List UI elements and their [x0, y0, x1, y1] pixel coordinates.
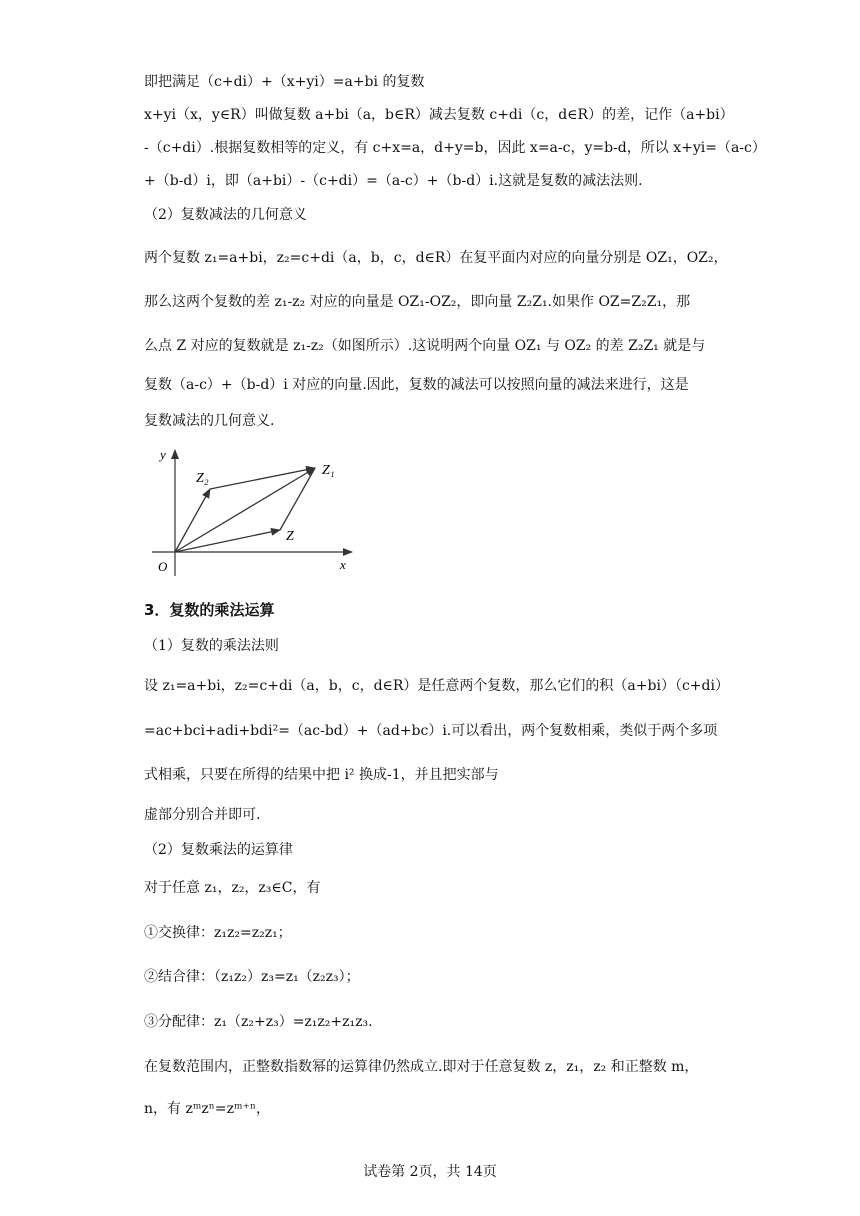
text-line-9: 复数（a-c）+（b-d）i 对应的向量.因此，复数的减法可以按照向量的减法来进行，这是 — [144, 377, 689, 393]
vector-subtraction-figure — [140, 442, 370, 587]
text-line-18: 对于任意 z₁，z₂，z₃∈C，有 — [144, 880, 321, 896]
text-line-15: 式相乘，只要在所得的结果中把 i² 换成-1，并且把实部与 — [144, 767, 499, 783]
origin-label: O — [158, 559, 168, 574]
z-label: Z — [286, 529, 294, 544]
text-line-6: 两个复数 z₁=a+bi，z₂=c+di（a，b，c，d∈R）在复平面内对应的向量分别是 OZ₁，OZ₂， — [144, 250, 728, 266]
text-line-4: +（b-d）i，即（a+bi）-（c+di）=（a-c）+（b-d）i.这就是复数的减法法则. — [144, 173, 643, 189]
text-line-1: 即把满足（c+di）+（x+yi）=a+bi 的复数 — [144, 74, 425, 90]
vector-z2z1 — [210, 468, 315, 489]
subheading-multiplication-rule: （1）复数的乘法法则 — [144, 638, 279, 654]
law-associative: ②结合律：（z₁z₂）z₃=z₁（z₂z₃）； — [144, 969, 360, 985]
vector-oz2 — [175, 489, 210, 552]
text-line-10: 复数减法的几何意义. — [144, 413, 275, 429]
text-line-23: n，有 zᵐzⁿ=zᵐ⁺ⁿ， — [144, 1101, 270, 1117]
subheading-subtraction-geometry: （2）复数减法的几何意义 — [144, 207, 307, 223]
text-line-2: x+yi（x，y∈R）叫做复数 a+bi（a，b∈R）减去复数 c+di（c，d∈R）的差，记作（a+bi） — [144, 107, 734, 123]
segment-z-z1 — [280, 468, 315, 530]
z2-label: Z₂ — [196, 471, 209, 486]
text-line-22: 在复数范围内，正整数指数幂的运算律仍然成立.即对于任意复数 z，z₁，z₂ 和正整数 m， — [144, 1059, 699, 1075]
x-axis-label: x — [340, 557, 346, 572]
z1-label: Z₁ — [322, 463, 335, 478]
text-line-13: 设 z₁=a+bi，z₂=c+di（a，b，c，d∈R）是任意两个复数，那么它们的积（a+bi）（c+di） — [144, 678, 729, 694]
text-line-8: 么点 Z 对应的复数就是 z₁-z₂（如图所示）.这说明两个向量 OZ₁ 与 OZ₂ 的差 Z₂Z₁ 就是与 — [144, 338, 706, 354]
text-line-7: 那么这两个复数的差 z₁-z₂ 对应的向量是 OZ₁-OZ₂，即向量 Z₂Z₁.如果作 OZ=Z₂Z₁，那 — [144, 294, 691, 310]
text-line-14: =ac+bci+adi+bdi²=（ac-bd）+（ad+bc）i.可以看出，两个复数相乘，类似于两个多项 — [144, 723, 718, 739]
law-commutative: ①交换律：z₁z₂=z₂z₁； — [144, 925, 292, 941]
section-heading-multiplication: 3．复数的乘法运算 — [144, 601, 275, 619]
text-line-3: -（c+di）.根据复数相等的定义，有 c+x=a，d+y=b，因此 x=a-c，y=b-d，所以 x+yi=（a-c） — [144, 140, 766, 156]
law-distributive: ③分配律：z₁（z₂+z₃）=z₁z₂+z₁z₃. — [144, 1014, 373, 1030]
page-footer: 试卷第 2页，共 14页 — [363, 1164, 497, 1180]
vector-oz — [175, 530, 280, 552]
y-axis-label: y — [160, 447, 166, 462]
text-line-16: 虚部分别合并即可. — [144, 807, 261, 823]
subheading-multiplication-laws: （2）复数乘法的运算律 — [144, 842, 293, 858]
